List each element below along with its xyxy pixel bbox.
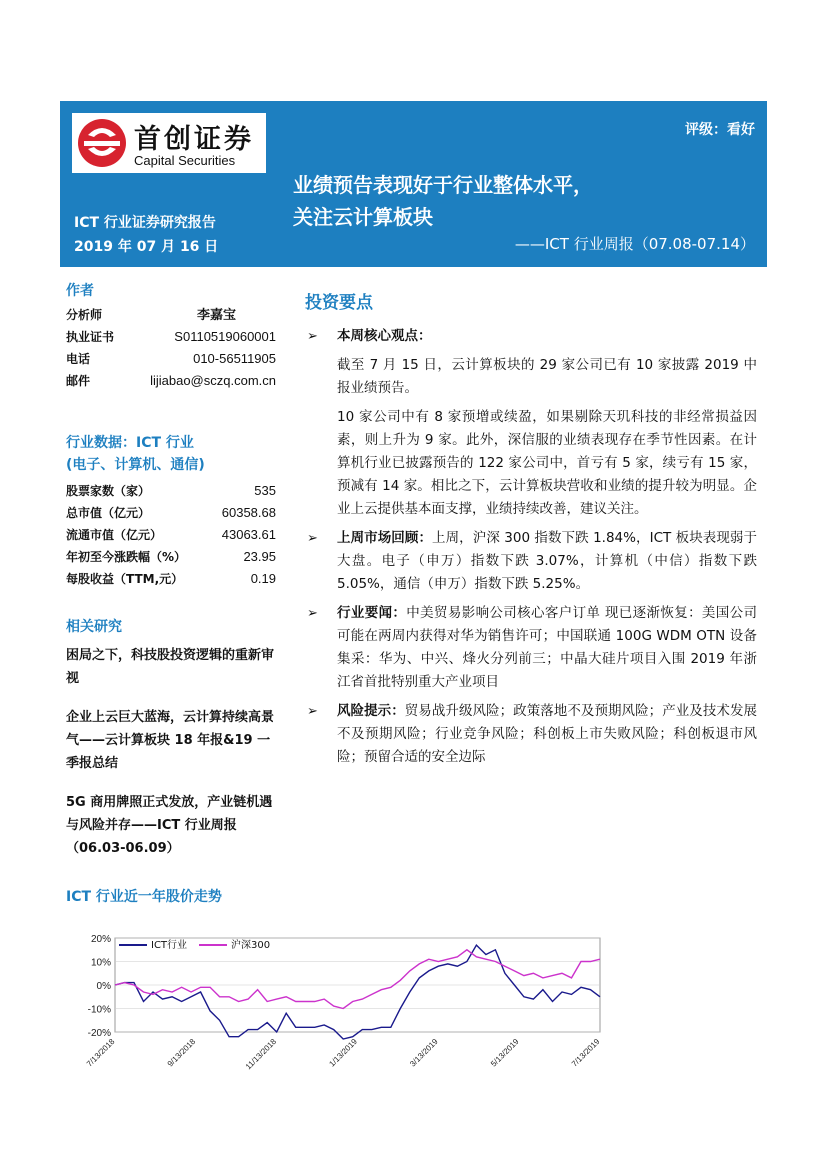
industry-value: 0.19 bbox=[250, 571, 276, 586]
x-tick-label: 7/13/2019 bbox=[569, 1037, 602, 1069]
sidebar bbox=[66, 280, 276, 876]
report-type: ICT 行业证券研究报告 bbox=[74, 215, 216, 231]
report-header bbox=[60, 101, 767, 267]
series-line bbox=[115, 945, 600, 1039]
x-tick-label: 9/13/2018 bbox=[165, 1037, 198, 1069]
arrow-bullet-icon: ➢ bbox=[307, 329, 318, 344]
industry-label: 每股收益（TTM,元） bbox=[66, 572, 184, 586]
bullet-label: 本周核心观点： bbox=[337, 328, 432, 344]
industry-label: 流通市值（亿元） bbox=[66, 528, 163, 542]
author-row bbox=[66, 304, 276, 326]
industry-label: 股票家数（家） bbox=[66, 484, 151, 498]
report-date: 2019 年 07 月 16 日 bbox=[74, 239, 219, 255]
industry-value: 535 bbox=[254, 483, 276, 498]
industry-row bbox=[66, 524, 276, 546]
bullet-industry-news bbox=[305, 602, 757, 694]
email-link[interactable]: lijiabao@sczq.com.cn bbox=[150, 373, 276, 388]
industry-label: 年初至今涨跌幅（%） bbox=[66, 550, 187, 564]
bullet-label: 风险提示： bbox=[337, 703, 405, 719]
logo bbox=[72, 113, 266, 173]
investment-highlights-heading: 投资要点 bbox=[305, 293, 373, 313]
arrow-bullet-icon: ➢ bbox=[307, 531, 318, 546]
industry-row bbox=[66, 568, 276, 590]
series-line bbox=[115, 950, 600, 1009]
bullet-risk bbox=[305, 700, 757, 769]
related-research-heading: 相关研究 bbox=[66, 619, 122, 635]
y-tick-label: 0% bbox=[96, 981, 111, 992]
chart-title: ICT 行业近一年股价走势 bbox=[66, 889, 222, 905]
x-tick-label: 7/13/2018 bbox=[84, 1037, 117, 1069]
x-tick-label: 5/13/2019 bbox=[489, 1037, 521, 1069]
report-subtitle: ——ICT 行业周报（07.08-07.14） bbox=[514, 235, 755, 253]
report-title-line2: 关注云计算板块 bbox=[293, 205, 433, 229]
related-research-link[interactable]: 企业上云巨大蓝海，云计算持续高景气——云计算板块 18 年报&19 一季报总结 bbox=[66, 710, 275, 771]
industry-row bbox=[66, 502, 276, 524]
author-row bbox=[66, 348, 276, 370]
paragraph: 截至 7 月 15 日，云计算板块的 29 家公司已有 10 家披露 2019 中报业绩预告。 bbox=[337, 357, 757, 396]
arrow-bullet-icon: ➢ bbox=[307, 606, 318, 621]
bullet-text: 上周，沪深 300 指数下跌 1.84%，ICT 板块表现弱于大盘。电子（申万）指数下跌 3.07%，计算机（中信）指数下跌 5.05%，通信（申万）指数下跌 5.25%。 bbox=[337, 530, 757, 592]
industry-heading: 行业数据：ICT 行业 bbox=[66, 435, 194, 451]
industry-row bbox=[66, 546, 276, 568]
paragraph: 10 家公司中有 8 家预增或续盈，如果剔除天玑科技的非经常损益因素，则上升为 9 家。此外，深信服的业绩表现存在季节性因素。在计算机行业已披露预告的 122 家公司中，首亏有 5 家，续亏有 15 家，预减有 14 家。相比之下，云计算板块营收和业绩的提升较为明显。企业上云提供基本面支撑，业绩持续改善，建议关注。 bbox=[337, 409, 757, 517]
author-heading: 作者 bbox=[66, 283, 94, 299]
logo-name: 首创证券 bbox=[134, 124, 254, 155]
bullet-label: 行业要闻： bbox=[337, 605, 407, 621]
author-value: 010-56511905 bbox=[193, 351, 276, 366]
author-row bbox=[66, 326, 276, 348]
y-tick-label: -10% bbox=[87, 1004, 111, 1016]
author-value: S0110519060001 bbox=[174, 329, 276, 344]
industry-label: 总市值（亿元） bbox=[66, 506, 151, 520]
author-row bbox=[66, 370, 276, 392]
bullet-market-review bbox=[305, 527, 757, 596]
x-tick-label: 3/13/2019 bbox=[408, 1037, 440, 1069]
bullet-label: 上周市场回顾： bbox=[337, 530, 433, 546]
author-label: 邮件 bbox=[66, 374, 91, 388]
bullet-core-view bbox=[305, 325, 757, 348]
y-tick-label: 20% bbox=[90, 934, 111, 945]
legend-label: 沪深300 bbox=[231, 940, 271, 951]
bullet-text: 贸易战升级风险；政策落地不及预期风险；产业及技术发展不及预期风险；行业竞争风险；科创板上市失败风险；科创板退市风险；预留合适的安全边际 bbox=[337, 703, 757, 765]
logo-english-name: Capital Securities bbox=[134, 153, 236, 168]
price-trend-chart bbox=[60, 922, 620, 1072]
x-tick-label: 1/13/2019 bbox=[327, 1037, 359, 1069]
related-research-link[interactable]: 5G 商用牌照正式发放，产业链机遇与风险并存——ICT 行业周报（06.03-06.09） bbox=[66, 795, 273, 856]
author-value: 李嘉宝 bbox=[196, 307, 236, 322]
industry-value: 43063.61 bbox=[221, 527, 276, 542]
bullet-text: 中美贸易影响公司核心客户订单 现已逐渐恢复：美国公司可能在两周内获得对华为销售许可；中国联通 100G WDM OTN 设备集采：华为、中兴、烽火分列前三；中晶大硅片项目入围 2019 年浙江省首批特别重大产业项目 bbox=[337, 605, 758, 690]
industry-value: 60358.68 bbox=[221, 505, 276, 520]
author-label: 电话 bbox=[66, 352, 91, 366]
author-label: 分析师 bbox=[66, 308, 103, 322]
rating: 评级：看好 bbox=[685, 122, 755, 138]
logo-mark-icon bbox=[74, 113, 134, 173]
author-label: 执业证书 bbox=[66, 330, 115, 344]
legend-label: ICT行业 bbox=[151, 940, 188, 951]
y-tick-label: -20% bbox=[87, 1028, 111, 1039]
industry-value: 23.95 bbox=[243, 549, 276, 564]
industry-subheading: (电子、计算机、通信) bbox=[66, 457, 205, 473]
industry-row bbox=[66, 480, 276, 502]
arrow-bullet-icon: ➢ bbox=[307, 704, 318, 719]
main-content bbox=[305, 292, 757, 775]
related-research-link[interactable]: 困局之下，科技股投资逻辑的重新审视 bbox=[66, 648, 275, 686]
y-tick-label: 10% bbox=[90, 957, 111, 969]
report-title-line1: 业绩预告表现好于行业整体水平， bbox=[293, 173, 593, 197]
x-tick-label: 11/13/2018 bbox=[243, 1037, 279, 1072]
